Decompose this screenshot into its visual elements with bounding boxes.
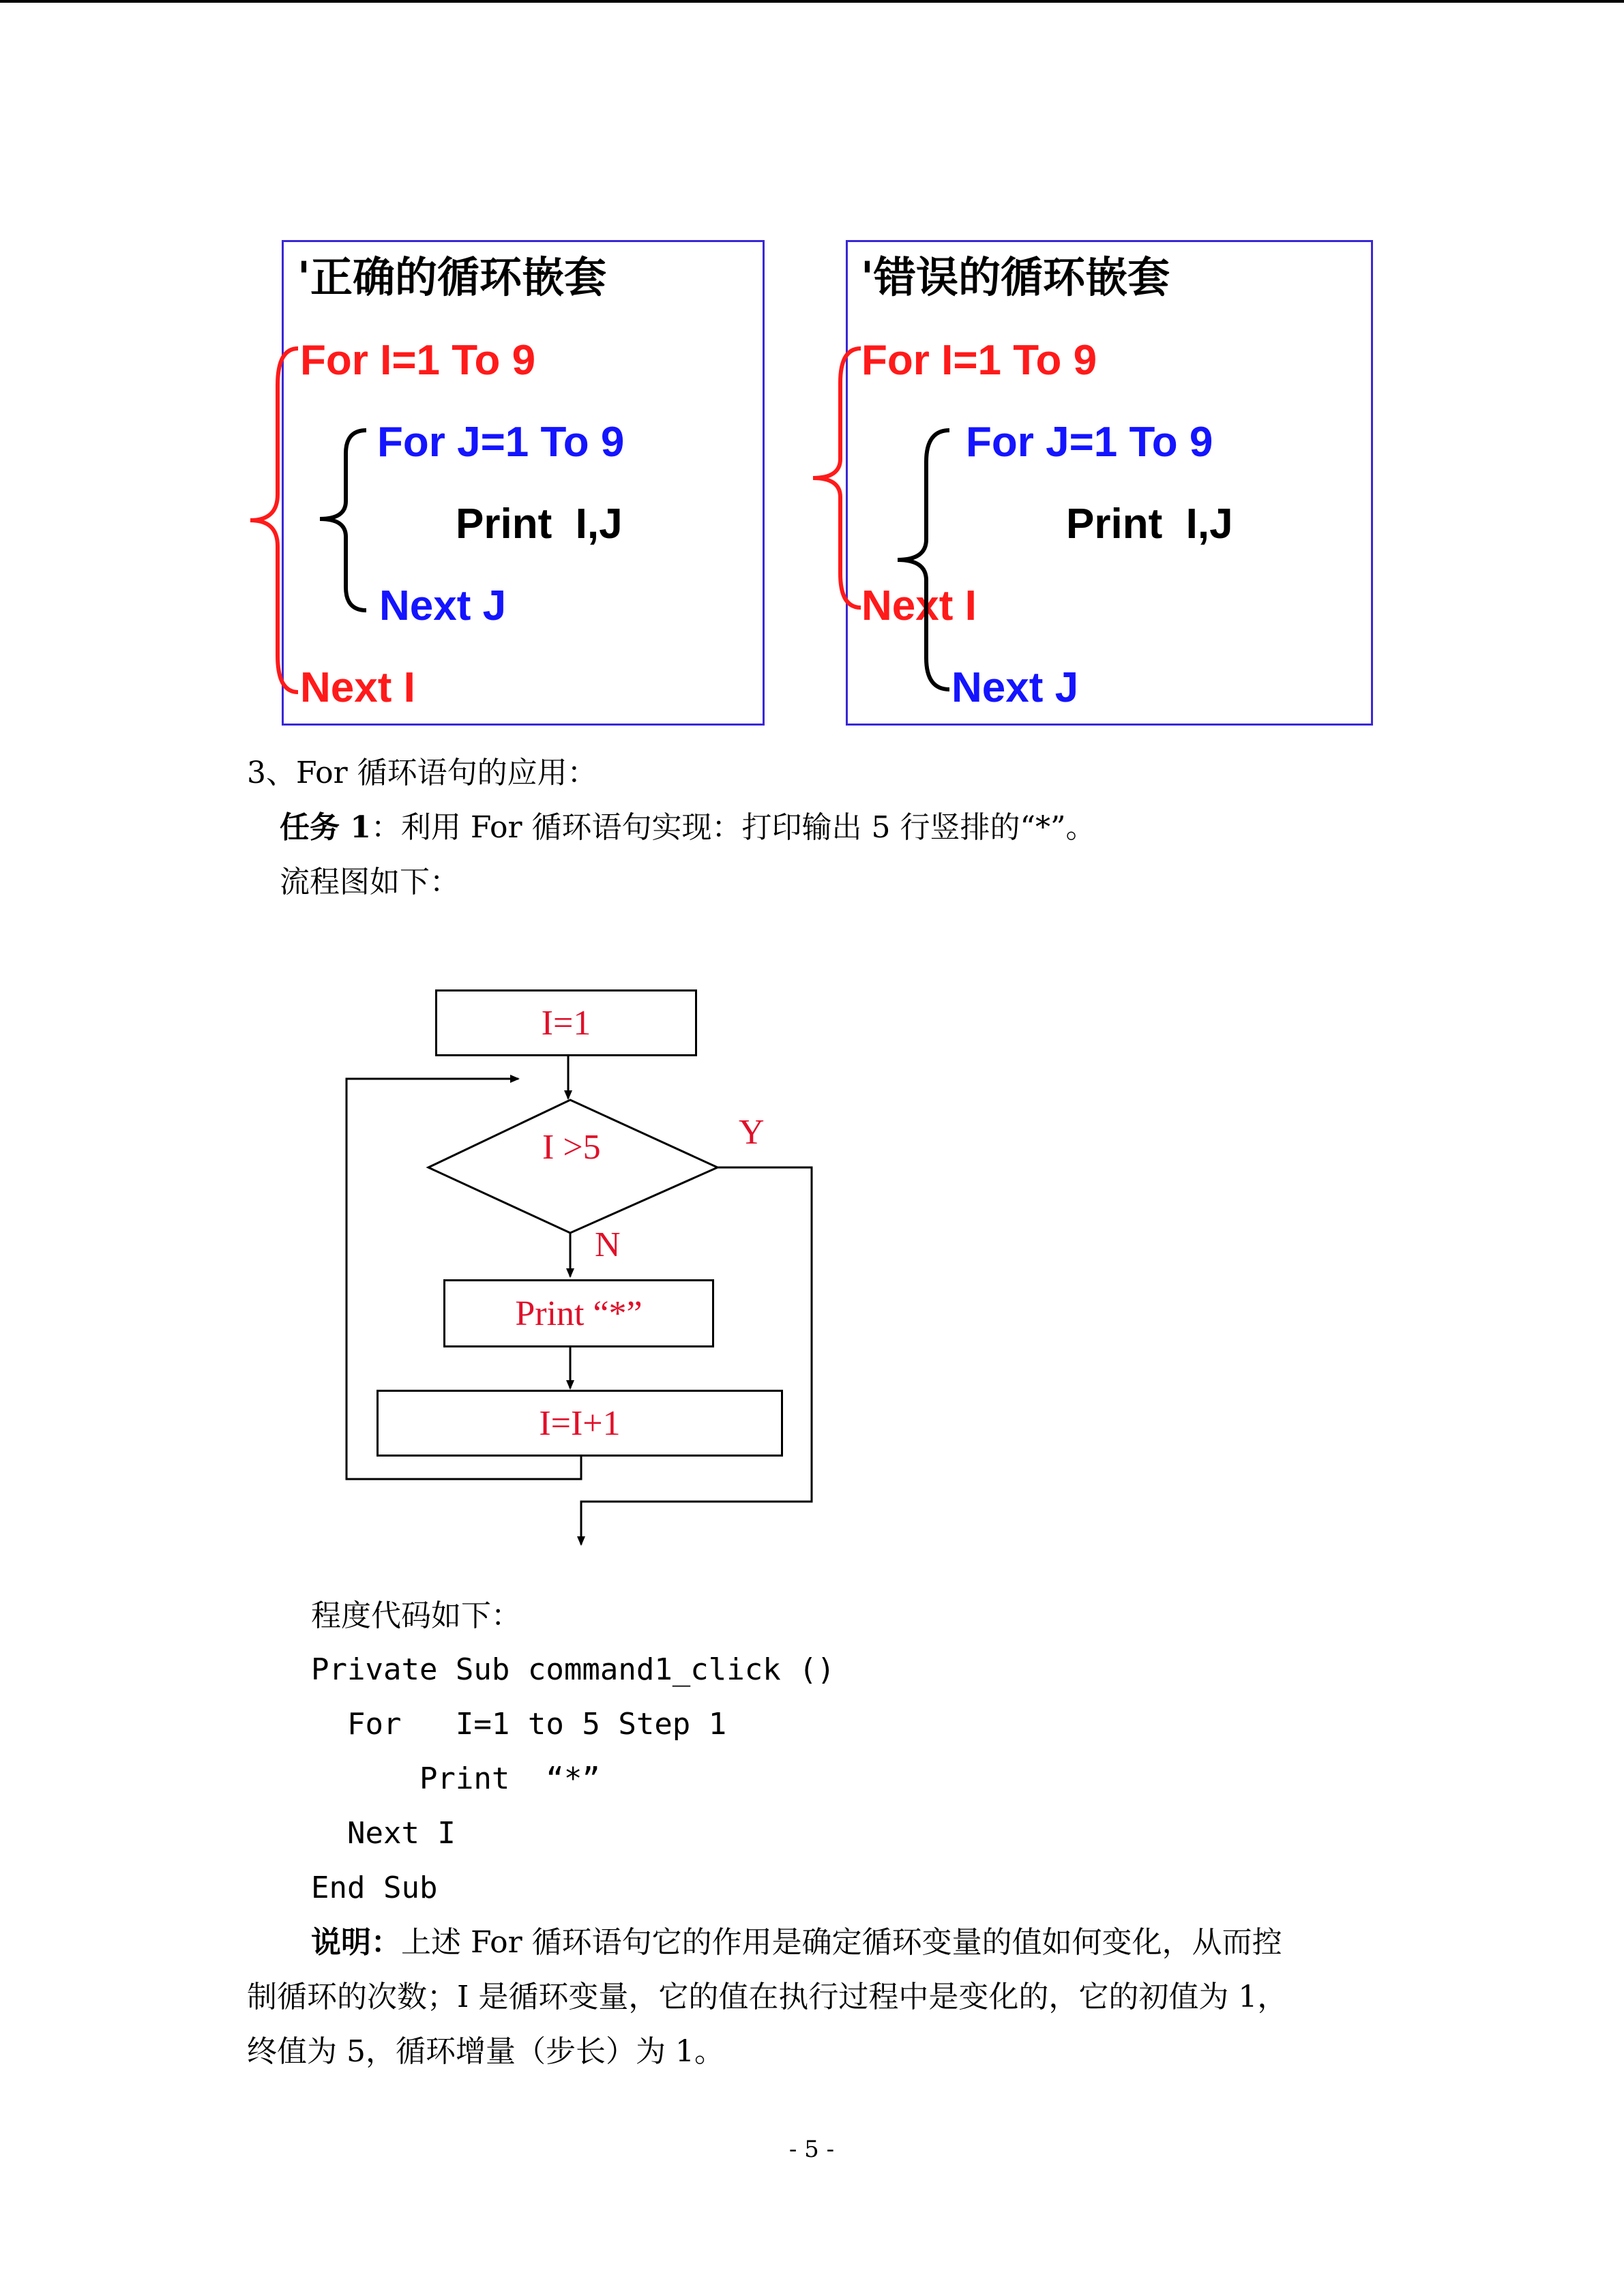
explanation-line-3: 终值为 5，循环增量（步长）为 1。 [247,2034,724,2069]
explanation-label: 说明： [311,1925,401,1960]
section-heading: 3、For 循环语句的应用： [247,756,597,790]
wrong-next-i: Next I [861,582,977,629]
wrong-outer-for: For I=1 To 9 [861,337,1097,384]
wrong-next-j: Next J [951,664,1079,711]
no-label: N [595,1225,621,1264]
flowchart-intro: 流程图如下： [280,865,460,899]
condition-label: I >5 [542,1128,601,1167]
code-line: For I=1 to 5 Step 1 [311,1707,727,1742]
code-line: Next I [311,1816,456,1851]
increment-box: I=I+1 [377,1390,783,1457]
correct-next-j: Next J [379,582,507,629]
correct-print: Print I,J [456,501,623,548]
wrong-print: Print I,J [1066,501,1233,548]
explanation-line-1: 说明：上述 For 循环语句它的作用是确定循环变量的值如何变化，从而控 [311,1925,1282,1960]
correct-nesting-title: '正确的循环嵌套 [297,252,606,302]
code-block [311,1652,836,1928]
init-box: I=1 [435,989,697,1056]
correct-inner-for: For J=1 To 9 [377,419,625,466]
wrong-nesting-title: '错误的循环嵌套 [861,252,1170,302]
code-intro: 程度代码如下： [311,1598,521,1633]
page-number: - 5 - [788,2136,835,2163]
wrong-inner-for: For J=1 To 9 [966,419,1213,466]
code-line: Private Sub command1_click () [311,1652,836,1687]
code-line: Print “*” [311,1761,600,1796]
print-box: Print “*” [443,1279,714,1347]
yes-label: Y [739,1113,765,1152]
correct-outer-for: For I=1 To 9 [300,337,536,384]
task-text: ：利用 For 循环语句实现：打印输出 5 行竖排的“*”。 [370,810,1096,845]
task-label: 任务 1 [280,810,371,845]
correct-next-i: Next I [300,664,415,711]
code-line: End Sub [311,1870,438,1905]
explanation-line-2: 制循环的次数；I 是循环变量，它的值在执行过程中是变化的，它的初值为 1， [247,1980,1288,2014]
